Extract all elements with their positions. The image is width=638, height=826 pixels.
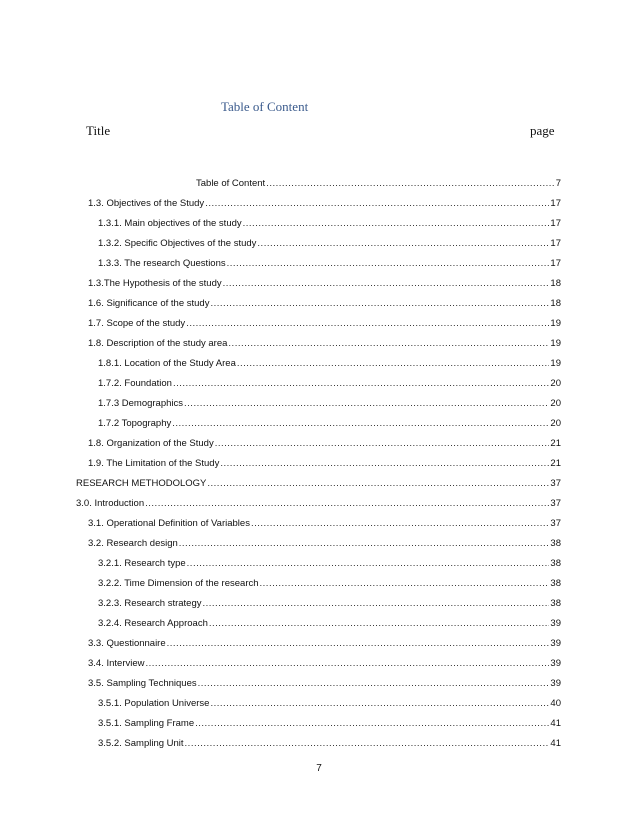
toc-entry[interactable] (98, 738, 561, 754)
toc-entry[interactable] (98, 238, 561, 254)
toc-entry-page: 38 (550, 598, 561, 609)
toc-leader (266, 178, 555, 189)
toc-entry-page: 20 (550, 418, 561, 429)
toc-entry[interactable] (98, 258, 561, 274)
toc-entry-label: 3.0. Introduction (76, 498, 145, 509)
toc-entry-label: Table of Content (196, 178, 266, 189)
toc-entry-label: 3.5.1. Sampling Frame (98, 718, 195, 729)
toc-leader (215, 438, 550, 449)
toc-entry[interactable] (98, 398, 561, 414)
toc-entry-label: 1.9. The Limitation of the Study (88, 458, 220, 469)
toc-entry-page: 39 (550, 678, 561, 689)
toc-entry-label: 1.7. Scope of the study (88, 318, 186, 329)
toc-leader (179, 538, 550, 549)
toc-entry[interactable] (98, 558, 561, 574)
toc-entry-page: 18 (550, 278, 561, 289)
toc-heading: Table of Content (221, 99, 309, 114)
toc-entry[interactable] (76, 478, 561, 494)
toc-entry[interactable] (98, 698, 561, 714)
toc-leader (220, 458, 549, 469)
toc-entry-label: RESEARCH METHODOLOGY (76, 478, 207, 489)
toc-leader (167, 638, 550, 649)
toc-entry-label: 3.1. Operational Definition of Variables (88, 518, 250, 529)
toc-leader (237, 358, 550, 369)
toc-entry-page: 40 (550, 698, 561, 709)
toc-entry[interactable] (76, 498, 561, 514)
toc-entry-label: 1.7.2 Topography (98, 418, 172, 429)
toc-entry-page: 17 (550, 238, 561, 249)
toc-entry-page: 19 (550, 338, 561, 349)
toc-entry-page: 18 (550, 298, 561, 309)
toc-entry[interactable] (98, 578, 561, 594)
toc-leader (173, 378, 549, 389)
toc-leader (207, 478, 549, 489)
toc-entry-label: 3.2.2. Time Dimension of the research (98, 578, 259, 589)
toc-entry-label: 3.2. Research design (88, 538, 178, 549)
toc-entry[interactable] (98, 418, 561, 434)
toc-entry[interactable] (88, 438, 561, 454)
toc-entry-label: 1.7.3 Demographics (98, 398, 184, 409)
toc-entry-page: 37 (550, 478, 561, 489)
toc-entry-page: 17 (550, 218, 561, 229)
toc-entry[interactable] (98, 618, 561, 634)
toc-entry-page: 41 (550, 738, 561, 749)
toc-entry[interactable] (88, 678, 561, 694)
toc-entry[interactable] (88, 638, 561, 654)
toc-leader (260, 578, 550, 589)
toc-entry-label: 1.3.The Hypothesis of the study (88, 278, 222, 289)
toc-entry-label: 3.5.2. Sampling Unit (98, 738, 184, 749)
toc-leader (186, 318, 549, 329)
toc-leader (228, 338, 549, 349)
toc-entry-page: 20 (550, 378, 561, 389)
toc-leader (223, 278, 550, 289)
toc-leader (209, 618, 550, 629)
toc-leader (257, 238, 549, 249)
toc-entry-page: 37 (550, 518, 561, 529)
toc-entry-label: 1.6. Significance of the study (88, 298, 210, 309)
page-column-header: page (530, 123, 555, 138)
toc-entry-page: 17 (550, 198, 561, 209)
toc-leader (195, 718, 549, 729)
toc-entry-page: 38 (550, 538, 561, 549)
toc-entry-label: 1.3.3. The research Questions (98, 258, 226, 269)
toc-leader (203, 598, 550, 609)
toc-entry-page: 38 (550, 558, 561, 569)
toc-entry-label: 3.2.4. Research Approach (98, 618, 208, 629)
toc-entry-page: 39 (550, 618, 561, 629)
toc-leader (145, 498, 549, 509)
toc-entry[interactable] (98, 598, 561, 614)
toc-entry-label: 1.8.1. Location of the Study Area (98, 358, 236, 369)
toc-entry-page: 41 (550, 718, 561, 729)
toc-entry[interactable] (88, 458, 561, 474)
toc-entry-page: 19 (550, 358, 561, 369)
toc-entry[interactable] (196, 178, 561, 194)
toc-entry[interactable] (88, 658, 561, 674)
toc-entry-label: 1.3.2. Specific Objectives of the study (98, 238, 257, 249)
toc-entry-page: 21 (550, 458, 561, 469)
toc-entry[interactable] (88, 198, 561, 214)
toc-leader (227, 258, 550, 269)
toc-leader (251, 518, 549, 529)
toc-entry[interactable] (98, 378, 561, 394)
toc-entry[interactable] (88, 518, 561, 534)
toc-entry-label: 1.8. Organization of the Study (88, 438, 214, 449)
toc-entry[interactable] (88, 538, 561, 554)
toc-leader (198, 678, 550, 689)
toc-entry-label: 3.2.1. Research type (98, 558, 186, 569)
toc-leader (146, 658, 550, 669)
toc-leader (172, 418, 549, 429)
toc-entry-page: 39 (550, 638, 561, 649)
toc-entry-label: 3.5.1. Population Universe (98, 698, 210, 709)
toc-leader (210, 698, 549, 709)
toc-entry-label: 3.5. Sampling Techniques (88, 678, 197, 689)
toc-entry-label: 1.7.2. Foundation (98, 378, 172, 389)
toc-leader (184, 398, 549, 409)
toc-entry-page: 37 (550, 498, 561, 509)
toc-entry-page: 20 (550, 398, 561, 409)
title-column-header: Title (86, 123, 111, 138)
toc-entry[interactable] (88, 338, 561, 354)
toc-entry-label: 1.3. Objectives of the Study (88, 198, 205, 209)
toc-entry-label: 3.2.3. Research strategy (98, 598, 202, 609)
toc-entry-page: 17 (550, 258, 561, 269)
toc-entry-page: 7 (555, 178, 561, 189)
toc-entry-page: 21 (550, 438, 561, 449)
toc-leader (243, 218, 550, 229)
toc-entry-label: 1.8. Description of the study area (88, 338, 228, 349)
toc-entry[interactable] (98, 218, 561, 234)
toc-entry-label: 3.4. Interview (88, 658, 145, 669)
toc-entry-page: 38 (550, 578, 561, 589)
toc-entry[interactable] (88, 298, 561, 314)
toc-entry-page: 39 (550, 658, 561, 669)
toc-leader (210, 298, 549, 309)
toc-entry[interactable] (98, 358, 561, 374)
toc-leader (185, 738, 550, 749)
toc-entry[interactable] (88, 318, 561, 334)
toc-leader (205, 198, 549, 209)
toc-entry-label: 3.3. Questionnaire (88, 638, 166, 649)
footer-page-number: 7 (316, 763, 322, 774)
toc-entry-label: 1.3.1. Main objectives of the study (98, 218, 242, 229)
toc-entry-page: 19 (550, 318, 561, 329)
toc-leader (187, 558, 550, 569)
toc-entry[interactable] (88, 278, 561, 294)
toc-entry[interactable] (98, 718, 561, 734)
